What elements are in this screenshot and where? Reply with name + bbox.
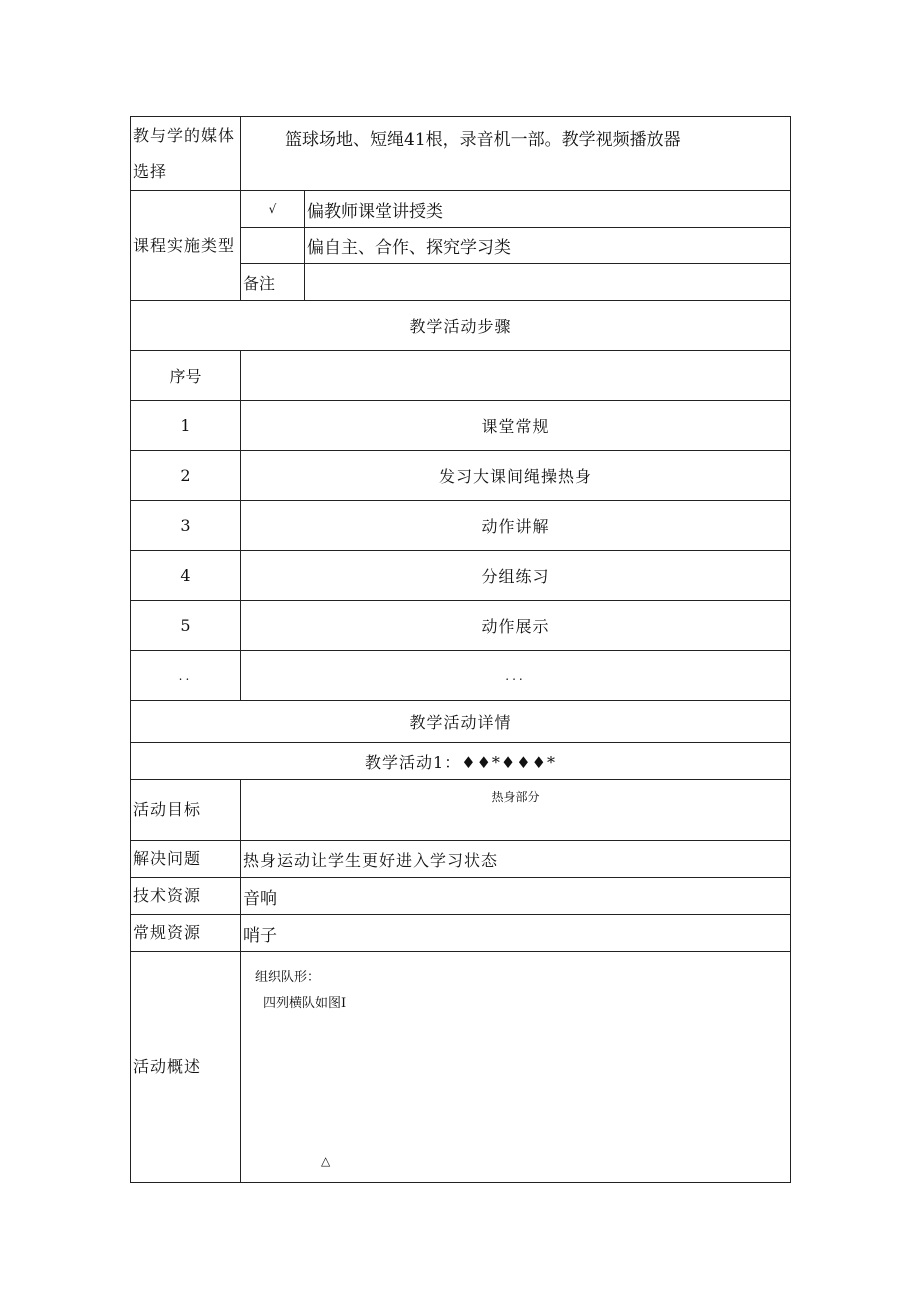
step-no: .. — [131, 651, 241, 701]
tech-value: 音响 — [241, 878, 791, 915]
steps-title: 教学活动步骤 — [131, 301, 791, 351]
problem-value: 热身运动让学生更好进入学习状态 — [241, 841, 791, 878]
steps-header-row — [131, 351, 791, 401]
lesson-plan-sheet — [130, 116, 790, 1183]
course-type-check-2 — [241, 228, 305, 264]
course-type-row-1 — [131, 191, 791, 228]
step-text: 分组练习 — [241, 551, 791, 601]
problem-label: 解决问题 — [131, 841, 241, 878]
table-row — [131, 601, 791, 651]
overview-content — [241, 952, 791, 1183]
details-title-row — [131, 701, 791, 743]
table-row — [131, 501, 791, 551]
course-type-option-2: 偏自主、合作、探究学习类 — [305, 228, 791, 264]
step-text: 发习大课间绳操热身 — [241, 451, 791, 501]
goal-label: 活动目标 — [131, 780, 241, 841]
course-type-label: 课程实施类型 — [131, 191, 241, 301]
remark-value — [305, 264, 791, 301]
steps-title-row — [131, 301, 791, 351]
steps-header-content — [241, 351, 791, 401]
remark-label: 备注 — [241, 264, 305, 301]
details-title: 教学活动详情 — [131, 701, 791, 743]
course-type-option-1: 偏教师课堂讲授类 — [305, 191, 791, 228]
step-text: 课堂常规 — [241, 401, 791, 451]
activity-title: 教学活动1：♦♦*♦♦♦* — [131, 743, 791, 780]
table-row — [131, 551, 791, 601]
overview-line-2: 四列横队如图I — [263, 996, 347, 1011]
activity-title-row — [131, 743, 791, 780]
step-text: 动作展示 — [241, 601, 791, 651]
table-row — [131, 451, 791, 501]
course-type-check-1: √ — [241, 191, 305, 228]
overview-line-1: 组织队形： — [255, 970, 321, 985]
problem-row — [131, 841, 791, 878]
steps-header-no: 序号 — [131, 351, 241, 401]
step-text: ... — [241, 651, 791, 701]
media-label: 教与学的媒体选择 — [131, 117, 241, 191]
overview-row — [131, 952, 791, 1183]
regular-label: 常规资源 — [131, 915, 241, 952]
goal-value: 热身部分 — [241, 780, 791, 841]
media-value: 篮球场地、短绳41根，录音机一部。教学视频播放器 — [241, 117, 791, 191]
tech-label: 技术资源 — [131, 878, 241, 915]
goal-row — [131, 780, 791, 841]
step-text: 动作讲解 — [241, 501, 791, 551]
tech-row — [131, 878, 791, 915]
table-row — [131, 401, 791, 451]
formation-triangle-icon: △ — [321, 1154, 331, 1168]
table-row — [131, 651, 791, 701]
step-no: 5 — [131, 601, 241, 651]
step-no: 3 — [131, 501, 241, 551]
overview-label: 活动概述 — [131, 952, 241, 1183]
regular-value: 哨子 — [241, 915, 791, 952]
media-row — [131, 117, 791, 191]
regular-row — [131, 915, 791, 952]
step-no: 1 — [131, 401, 241, 451]
step-no: 2 — [131, 451, 241, 501]
lesson-plan-table — [130, 116, 791, 1183]
step-no: 4 — [131, 551, 241, 601]
